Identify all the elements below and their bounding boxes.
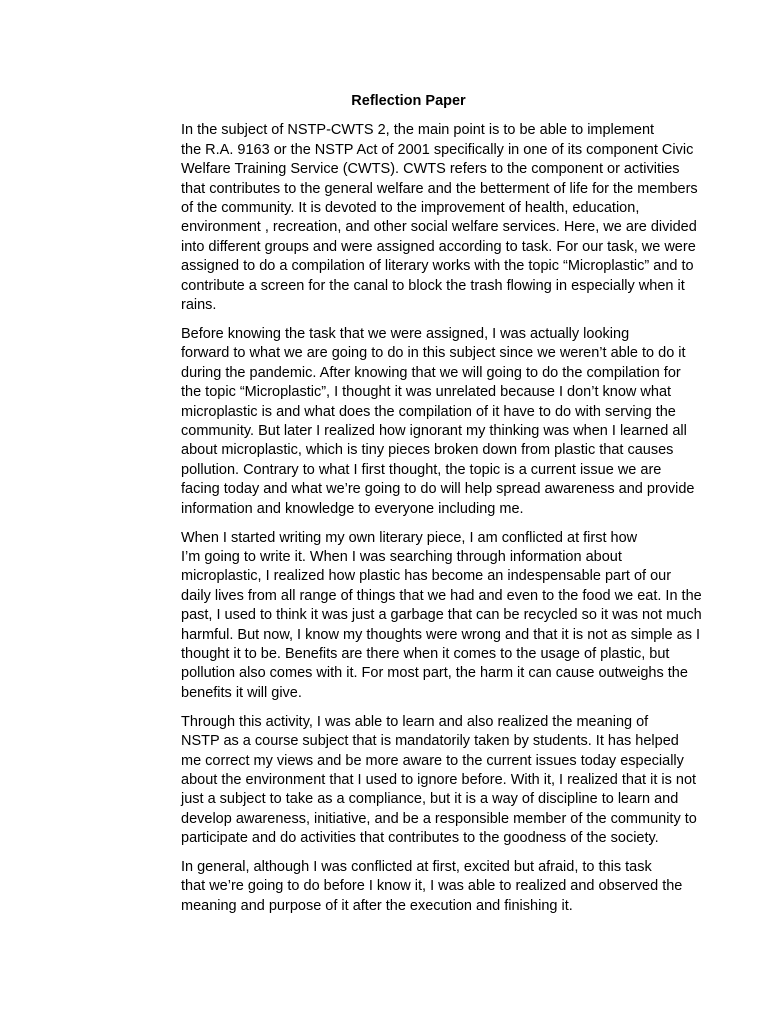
paragraph-line: about the environment that I used to ignore before. With it, I realized that it is not	[181, 771, 697, 788]
paragraph-line: thought it to be. Benefits are there when it comes to the usage of plastic, but	[181, 645, 670, 662]
paragraph-line: contribute a screen for the canal to block the trash flowing in especially when it	[181, 277, 685, 294]
paragraph-line: the R.A. 9163 or the NSTP Act of 2001 specifically in one of its component Civic	[181, 141, 694, 158]
paragraph-line: the topic “Microplastic”, I thought it was unrelated because I don’t know what	[181, 384, 672, 401]
paragraph-line: meaning and purpose of it after the execution and finishing it.	[181, 897, 573, 914]
paragraph-line: just a subject to take as a compliance, but it is a way of discipline to learn and	[181, 791, 679, 808]
paragraph-line: rains.	[181, 297, 217, 314]
paragraph-line: environment , recreation, and other social welfare services. Here, we are divided	[181, 219, 697, 236]
paragraph-line: of the community. It is devoted to the improvement of health, education,	[181, 200, 640, 217]
paragraph-line: into different groups and were assigned according to task. For our task, we were	[181, 238, 696, 255]
paragraph-line: benefits it will give.	[181, 684, 302, 701]
paragraph-line: daily lives from all range of things that we had and even to the food we eat. In the	[181, 587, 702, 604]
paragraph-line: microplastic, I realized how plastic has become an indespensable part of our	[181, 568, 672, 585]
paragraph-line: assigned to do a compilation of literary works with the topic “Microplastic” and to	[181, 258, 694, 275]
paragraph-5	[136, 858, 681, 916]
paragraph-line: pollution. Contrary to what I first thought, the topic is a current issue we are	[181, 461, 662, 478]
paragraph-line: Welfare Training Service (CWTS). CWTS refers to the component or activities	[181, 161, 680, 178]
paragraph-line: past, I used to think it was just a garbage that can be recycled so it was not much	[181, 607, 702, 624]
paragraph-line: facing today and what we’re going to do will help spread awareness and provide	[181, 481, 695, 498]
paragraph-line: forward to what we are going to do in this subject since we weren’t able to do it	[181, 345, 686, 362]
paragraph-line: In general, although I was conflicted at first, excited but afraid, to this task	[181, 859, 652, 876]
paragraph-line: participate and do activities that contributes to the goodness of the society.	[181, 830, 659, 847]
paragraph-line: Before knowing the task that we were assigned, I was actually looking	[181, 325, 630, 342]
document-body	[136, 121, 702, 916]
paragraph-3	[136, 529, 702, 704]
paragraph-line: develop awareness, initiative, and be a responsible member of the community to	[181, 810, 697, 827]
paragraph-line: that we’re going to do before I know it, I was able to realized and observed the	[181, 878, 683, 895]
document-title: Reflection Paper	[351, 93, 466, 109]
paragraph-2	[136, 325, 695, 519]
paragraph-4	[136, 713, 697, 849]
paragraph-line: When I started writing my own literary piece, I am conflicted at first how	[181, 529, 638, 546]
paragraph-line: microplastic is and what does the compilation of it have to do with serving the	[181, 403, 676, 420]
paragraph-line: information and knowledge to everyone including me.	[181, 500, 524, 517]
paragraph-line: I’m going to write it. When I was searching through information about	[181, 548, 622, 565]
paragraph-line: pollution also comes with it. For most part, the harm it can cause outweighs the	[181, 665, 688, 682]
paragraph-line: harmful. But now, I know my thoughts were wrong and that it is not as simple as I	[181, 626, 701, 643]
paragraph-line: that contributes to the general welfare and the betterment of life for the members	[181, 180, 698, 197]
document-page	[136, 92, 702, 926]
paragraph-line: during the pandemic. After knowing that we will going to do the compilation for	[181, 364, 681, 381]
paragraph-line: NSTP as a course subject that is mandatorily taken by students. It has helped	[181, 733, 679, 750]
paragraph-line: me correct my views and be more aware to the current issues today especially	[181, 752, 684, 769]
paragraph-line: Through this activity, I was able to learn and also realized the meaning of	[181, 713, 649, 730]
paragraph-line: community. But later I realized how ignorant my thinking was when I learned all	[181, 423, 687, 439]
paragraph-1	[136, 121, 698, 315]
paragraph-line: In the subject of NSTP-CWTS 2, the main point is to be able to implement	[181, 122, 655, 139]
paragraph-line: about microplastic, which is tiny pieces broken down from plastic that causes	[181, 442, 674, 459]
